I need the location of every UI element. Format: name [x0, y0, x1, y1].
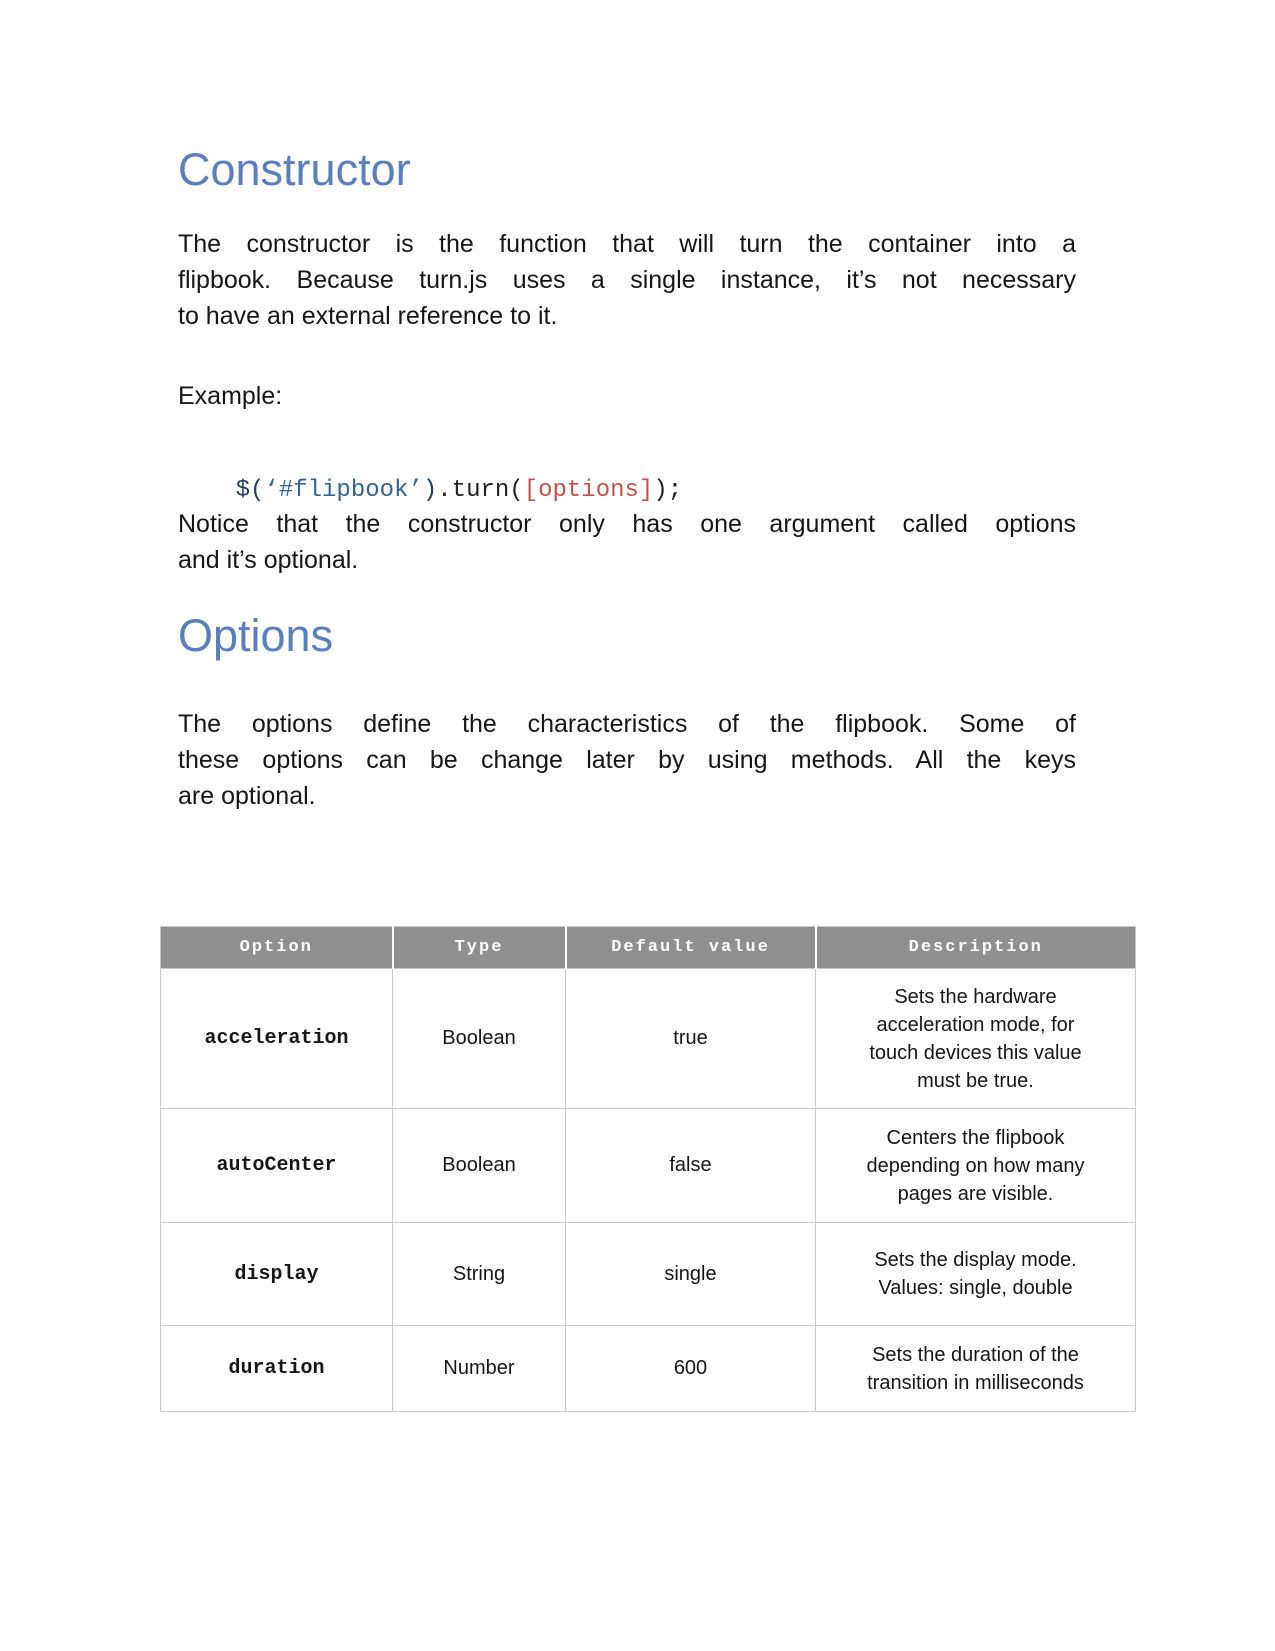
description-cell: Sets the display mode. Values: single, double: [816, 1223, 1136, 1326]
table-row: [161, 969, 1136, 1109]
default-value-cell: single: [566, 1223, 816, 1326]
code-argument: [options]: [523, 477, 654, 504]
example-label: Example:: [178, 382, 283, 410]
table-row: [161, 1326, 1136, 1412]
description-cell: Sets the hardware acceleration mode, for touch devices this value must be true.: [816, 969, 1136, 1109]
option-name-cell: acceleration: [161, 969, 393, 1109]
table-row: [161, 1109, 1136, 1223]
default-value-cell: false: [566, 1109, 816, 1223]
table-header-type: Type: [393, 927, 566, 969]
constructor-paragraph: [178, 226, 1076, 334]
description-cell: Sets the duration of the transition in milliseconds: [816, 1326, 1136, 1412]
example-label-block: [178, 378, 1076, 414]
description-cell: Centers the flipbook depending on how many pages are visible.: [816, 1109, 1136, 1223]
notice-paragraph: [178, 506, 1076, 578]
code-dollar-paren: $(: [235, 477, 265, 504]
default-value-cell: true: [566, 969, 816, 1109]
code-string: ‘#flipbook’: [264, 477, 423, 504]
code-method: .turn(: [437, 477, 524, 504]
constructor-heading: Constructor: [178, 144, 411, 195]
type-cell: Boolean: [393, 1109, 566, 1223]
code-close-paren: ): [422, 477, 438, 504]
type-cell: String: [393, 1223, 566, 1326]
default-value-cell: 600: [566, 1326, 816, 1412]
paragraph-line: to have an external reference to it.: [178, 302, 558, 330]
options-heading: Options: [178, 610, 334, 661]
table-header-default: Default value: [566, 927, 816, 969]
type-cell: Number: [393, 1326, 566, 1412]
options-paragraph: [178, 706, 1076, 814]
paragraph-line: Notice that the constructor only has one argument called options: [178, 510, 1076, 538]
options-table: [160, 926, 1136, 1412]
paragraph-line: are optional.: [178, 782, 316, 810]
type-cell: Boolean: [393, 969, 566, 1109]
option-name-cell: display: [161, 1223, 393, 1326]
paragraph-line: and it’s optional.: [178, 546, 359, 574]
table-header-description: Description: [816, 927, 1136, 969]
option-name-cell: autoCenter: [161, 1109, 393, 1223]
table-header-row: [161, 927, 1136, 969]
table-row: [161, 1223, 1136, 1326]
code-end: );: [653, 477, 683, 504]
option-name-cell: duration: [161, 1326, 393, 1412]
table-header-option: Option: [161, 927, 393, 969]
paragraph-line: The options define the characteristics of the flipbook. Some of: [178, 710, 1076, 738]
paragraph-line: flipbook. Because turn.js uses a single instance, it’s not necessary: [178, 266, 1076, 294]
paragraph-line: these options can be change later by using methods. All the keys: [178, 746, 1076, 774]
paragraph-line: The constructor is the function that will turn the container into a: [178, 230, 1076, 258]
